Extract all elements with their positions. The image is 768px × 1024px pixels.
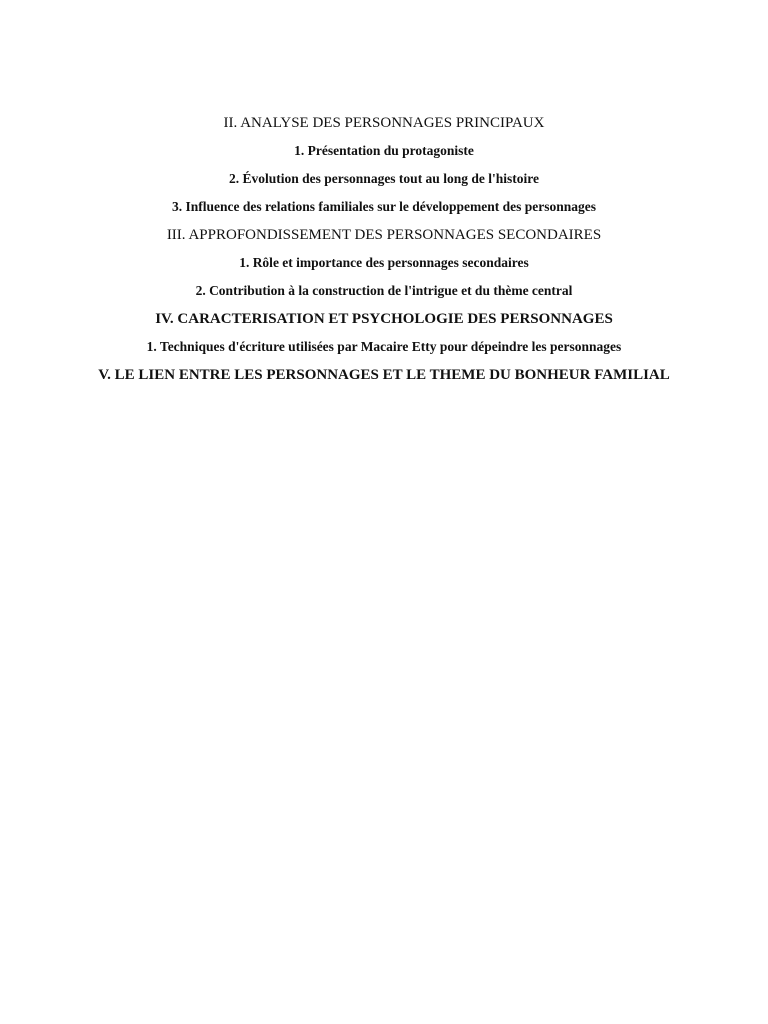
subsection-ii-1: 1. Présentation du protagoniste xyxy=(294,143,474,158)
subsection-ii-2: 2. Évolution des personnages tout au long de l'histoire xyxy=(229,171,539,186)
subsection-iv-1: 1. Techniques d'écriture utilisées par Macaire Etty pour dépeindre les personnages xyxy=(146,339,622,354)
section-heading-iii: III. APPROFONDISSEMENT DES PERSONNAGES SECONDAIRES xyxy=(166,227,602,243)
subsection-iii-1: 1. Rôle et importance des personnages secondaires xyxy=(239,255,529,270)
subsection-iii-2: 2. Contribution à la construction de l'intrigue et du thème central xyxy=(195,283,573,298)
subsection-ii-3: 3. Influence des relations familiales sur le développement des personnages xyxy=(172,199,596,214)
section-heading-ii: II. ANALYSE DES PERSONNAGES PRINCIPAUX xyxy=(223,115,545,131)
section-heading-iv: IV. CARACTERISATION ET PSYCHOLOGIE DES PERSONNAGES xyxy=(155,311,613,327)
table-of-contents xyxy=(94,114,674,384)
section-heading-v: V. LE LIEN ENTRE LES PERSONNAGES ET LE THEME DU BONHEUR FAMILIAL xyxy=(98,367,670,383)
